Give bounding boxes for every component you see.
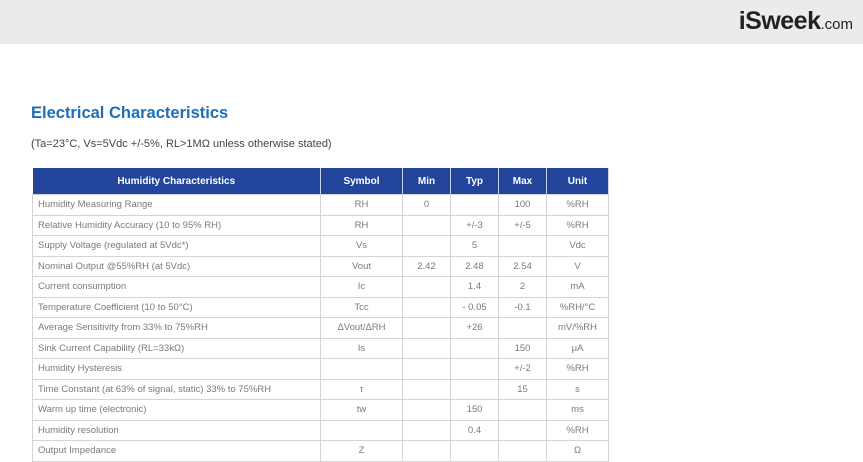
cell-symbol: RH (321, 195, 403, 216)
cell-min (403, 420, 451, 441)
cell-typ: +/-3 (451, 215, 499, 236)
cell-symbol: tw (321, 400, 403, 421)
table-row (33, 195, 609, 216)
cell-symbol: Ic (321, 277, 403, 298)
cell-min: 0 (403, 195, 451, 216)
cell-min (403, 318, 451, 339)
cell-min (403, 277, 451, 298)
column-header-characteristic: Humidity Characteristics (33, 168, 321, 195)
cell-unit: ms (547, 400, 609, 421)
cell-min (403, 441, 451, 462)
table-row (33, 420, 609, 441)
logo-domain: .com (820, 16, 853, 33)
cell-max: 2.54 (499, 256, 547, 277)
table-body (33, 195, 609, 462)
cell-typ (451, 359, 499, 380)
cell-max: 150 (499, 338, 547, 359)
table-row (33, 236, 609, 257)
cell-unit: Vdc (547, 236, 609, 257)
cell-max: 100 (499, 195, 547, 216)
table-row (33, 400, 609, 421)
cell-min: 2.42 (403, 256, 451, 277)
table-row (33, 215, 609, 236)
cell-symbol: Vs (321, 236, 403, 257)
cell-max: +/-2 (499, 359, 547, 380)
cell-typ: 0.4 (451, 420, 499, 441)
cell-symbol: Tcc (321, 297, 403, 318)
cell-unit: %RH (547, 195, 609, 216)
cell-param: Warm up time (electronic) (33, 400, 321, 421)
cell-typ: 150 (451, 400, 499, 421)
electrical-characteristics-table (32, 168, 609, 462)
table-row (33, 297, 609, 318)
logo-main: iSweek (738, 7, 821, 35)
cell-unit: %RH (547, 420, 609, 441)
cell-max (499, 441, 547, 462)
cell-param: Current consumption (33, 277, 321, 298)
cell-unit: %RH (547, 359, 609, 380)
top-bar (0, 0, 863, 44)
cell-param: Temperature Coefficient (10 to 50°C) (33, 297, 321, 318)
conditions-note: (Ta=23°C, Vs=5Vdc +/-5%, RL>1MΩ unless otherwise stated) (31, 138, 332, 150)
cell-typ: - 0.05 (451, 297, 499, 318)
cell-unit: mA (547, 277, 609, 298)
cell-unit: %RH/°C (547, 297, 609, 318)
cell-symbol: Is (321, 338, 403, 359)
cell-max (499, 318, 547, 339)
cell-max (499, 420, 547, 441)
cell-max (499, 400, 547, 421)
cell-max: 15 (499, 379, 547, 400)
column-header-min: Min (403, 168, 451, 195)
column-header-max: Max (499, 168, 547, 195)
table-row (33, 379, 609, 400)
cell-symbol (321, 359, 403, 380)
cell-unit: s (547, 379, 609, 400)
cell-param: Relative Humidity Accuracy (10 to 95% RH) (33, 215, 321, 236)
cell-max: +/-5 (499, 215, 547, 236)
cell-param: Output Impedance (33, 441, 321, 462)
cell-param: Supply Voltage (regulated at 5Vdc*) (33, 236, 321, 257)
table-row (33, 441, 609, 462)
cell-min (403, 400, 451, 421)
cell-unit: %RH (547, 215, 609, 236)
cell-typ (451, 379, 499, 400)
cell-typ (451, 195, 499, 216)
cell-symbol: Vout (321, 256, 403, 277)
cell-param: Average Sensitivity from 33% to 75%RH (33, 318, 321, 339)
cell-unit: V (547, 256, 609, 277)
table-row (33, 338, 609, 359)
cell-max: -0.1 (499, 297, 547, 318)
cell-param: Humidity Measuring Range (33, 195, 321, 216)
table-row (33, 256, 609, 277)
table-header-row (33, 168, 609, 195)
cell-typ: 1.4 (451, 277, 499, 298)
table-row (33, 318, 609, 339)
column-header-typ: Typ (451, 168, 499, 195)
cell-param: Sink Current Capability (RL=33kΩ) (33, 338, 321, 359)
cell-min (403, 215, 451, 236)
cell-max: 2 (499, 277, 547, 298)
cell-min (403, 359, 451, 380)
cell-typ: 5 (451, 236, 499, 257)
cell-param: Nominal Output @55%RH (at 5Vdc) (33, 256, 321, 277)
cell-unit: Ω (547, 441, 609, 462)
cell-typ (451, 338, 499, 359)
column-header-symbol: Symbol (321, 168, 403, 195)
cell-symbol: ΔVout/ΔRH (321, 318, 403, 339)
cell-typ: 2.48 (451, 256, 499, 277)
cell-unit: μA (547, 338, 609, 359)
brand-logo[interactable] (739, 7, 853, 36)
cell-max (499, 236, 547, 257)
cell-typ (451, 441, 499, 462)
cell-symbol: Z (321, 441, 403, 462)
cell-symbol: τ (321, 379, 403, 400)
cell-param: Time Constant (at 63% of signal, static) 33% to 75%RH (33, 379, 321, 400)
cell-min (403, 379, 451, 400)
cell-param: Humidity resolution (33, 420, 321, 441)
cell-symbol: RH (321, 215, 403, 236)
cell-min (403, 338, 451, 359)
section-title: Electrical Characteristics (31, 104, 229, 122)
cell-param: Humidity Hysteresis (33, 359, 321, 380)
column-header-unit: Unit (547, 168, 609, 195)
cell-min (403, 236, 451, 257)
cell-unit: mV/%RH (547, 318, 609, 339)
table-row (33, 277, 609, 298)
table-row (33, 359, 609, 380)
cell-symbol (321, 420, 403, 441)
cell-min (403, 297, 451, 318)
cell-typ: +26 (451, 318, 499, 339)
